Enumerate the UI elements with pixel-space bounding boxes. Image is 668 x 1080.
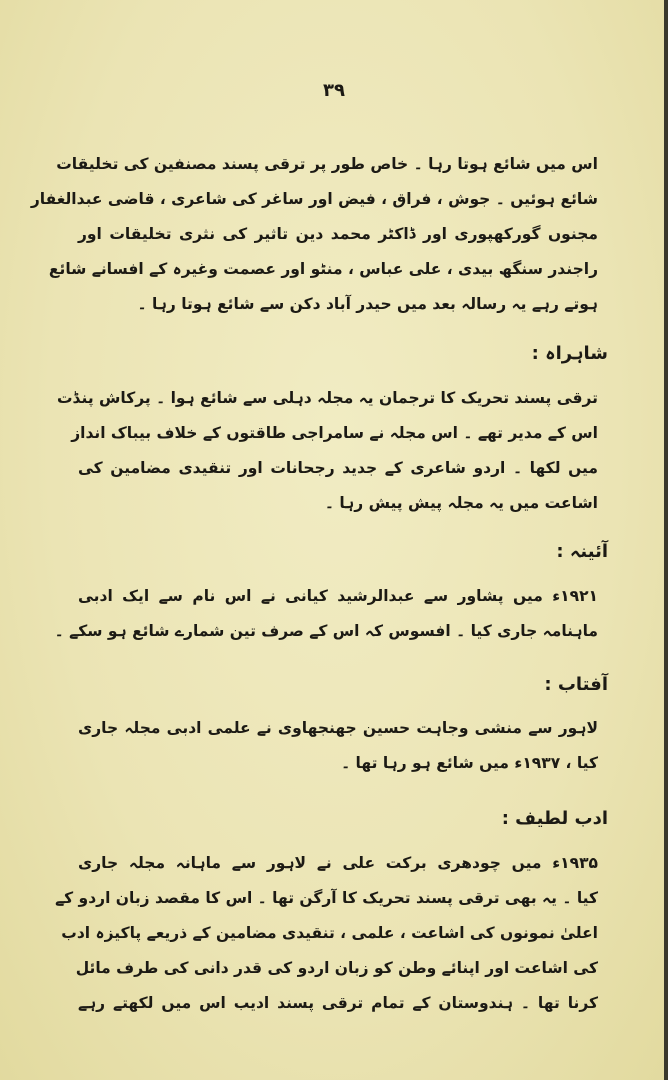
text-line: شائع ہوئیں ۔ جوش ، فراق ، فیض اور ساغر کی شاعری ، قاضی عبدالغفار [30, 190, 598, 208]
section-heading-shahrah: شاہراہ : [531, 343, 608, 364]
section-heading-aaina: آئینہ : [556, 541, 608, 562]
paragraph-shahrah [56, 381, 598, 521]
page-number: ۳۹ [323, 80, 345, 101]
page-edge [664, 0, 668, 1080]
text-line: کی اشاعت اور اپنائے وطن کو زبان اردو کی قدر دانی کی طرف مائل [75, 959, 598, 977]
text-line: اس میں شائع ہوتا رہا ۔ خاص طور پر ترقی پسند مصنفین کی تخلیقات [56, 155, 598, 173]
paragraph-aaftab [78, 711, 598, 781]
text-line: اشاعت میں یہ مجلہ پیش پیش رہا ۔ [324, 494, 598, 512]
section-heading-adab-latif: ادب لطیف : [501, 808, 608, 829]
section-heading-aaftab: آفتاب : [544, 674, 608, 695]
text-line: کرنا تھا ۔ ہندوستان کے تمام ترقی پسند ادیب اس میں لکھتے رہے [78, 994, 598, 1012]
text-line: میں لکھا ۔ اردو شاعری کے جدید رجحانات اور تنقیدی مضامین کی [78, 459, 598, 477]
text-line: ۱۹۳۵ء میں چودھری برکت علی نے لاہور سے ماہانہ مجلہ جاری [78, 854, 598, 872]
paragraph-adab-latif [55, 846, 598, 1021]
text-line: راجندر سنگھ بیدی ، علی عباس ، منٹو اور عصمت وغیرہ کے افسانے شائع [48, 260, 598, 278]
text-line: لاہور سے منشی وجاہت حسین جھنجھاوی نے علمی ادبی مجلہ جاری [78, 719, 598, 737]
text-line: ۱۹۲۱ء میں پشاور سے عبدالرشید کیانی نے اس نام سے ایک ادبی [78, 587, 598, 605]
text-line: کیا ۔ یہ بھی ترقی پسند تحریک کا آرگن تھا ۔ اس کا مقصد زبان اردو کے [55, 889, 598, 907]
text-line: ماہنامہ جاری کیا ۔ افسوس کہ اس کے صرف تین شمارے شائع ہو سکے ۔ [54, 622, 598, 640]
text-line: ہوتے رہے یہ رسالہ بعد میں حیدر آباد دکن سے شائع ہوتا رہا ۔ [137, 295, 598, 313]
text-line: مجنوں گورکھپوری اور ڈاکٹر محمد دین تاثیر کی نثری تخلیقات اور [78, 225, 598, 243]
text-line: کیا ، ۱۹۳۷ء میں شائع ہو رہا تھا ۔ [341, 754, 598, 772]
paragraph-intro [30, 147, 598, 322]
text-line: اعلیٰ نمونوں کی اشاعت ، علمی ، تنقیدی مضامین کے ذریعے پاکیزہ ادب [61, 924, 598, 942]
paragraph-aaina [54, 579, 598, 649]
text-line: ترقی پسند تحریک کا ترجمان یہ مجلہ دہلی سے شائع ہوا ۔ پرکاش پنڈت [56, 389, 598, 407]
text-line: اس کے مدیر تھے ۔ اس مجلہ نے سامراجی طاقتوں کے خلاف بیباک انداز [71, 424, 598, 442]
